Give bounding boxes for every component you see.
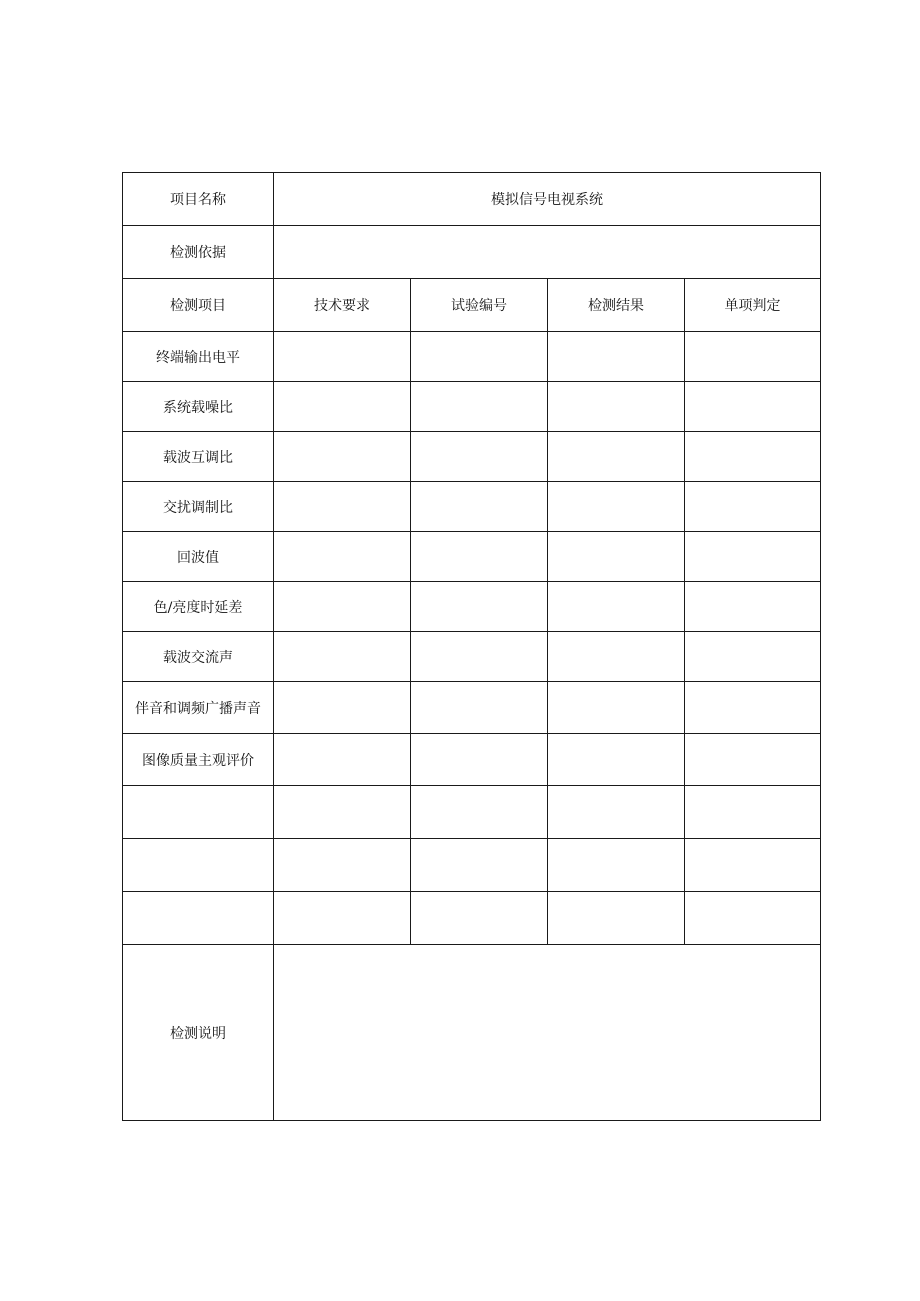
result-cell[interactable] [548,734,685,786]
item-name[interactable] [123,892,274,945]
test-number-cell[interactable] [411,786,548,839]
requirement-cell[interactable] [274,786,411,839]
table-row [123,382,821,432]
test-number-cell[interactable] [411,682,548,734]
item-name: 交扰调制比 [123,482,274,532]
item-name: 色/亮度时延差 [123,582,274,632]
result-cell[interactable] [548,786,685,839]
header-row [123,279,821,332]
test-number-cell[interactable] [411,839,548,892]
requirement-cell[interactable] [274,482,411,532]
judgement-cell[interactable] [685,839,821,892]
item-name: 系统载噪比 [123,382,274,432]
table-row [123,482,821,532]
test-number-cell[interactable] [411,432,548,482]
requirement-cell[interactable] [274,382,411,432]
table-row [123,839,821,892]
notes-label: 检测说明 [123,945,274,1121]
result-cell[interactable] [548,432,685,482]
judgement-cell[interactable] [685,582,821,632]
item-name[interactable] [123,786,274,839]
notes-value[interactable] [274,945,821,1121]
test-number-cell[interactable] [411,382,548,432]
table-row [123,432,821,482]
test-number-cell[interactable] [411,892,548,945]
inspection-form-table [122,172,821,1121]
result-cell[interactable] [548,839,685,892]
result-cell[interactable] [548,632,685,682]
result-cell[interactable] [548,332,685,382]
project-name-value[interactable]: 模拟信号电视系统 [274,173,821,226]
result-cell[interactable] [548,382,685,432]
basis-value[interactable] [274,226,821,279]
requirement-cell[interactable] [274,734,411,786]
test-number-cell[interactable] [411,632,548,682]
table-row [123,332,821,382]
header-judgement: 单项判定 [685,279,821,332]
requirement-cell[interactable] [274,892,411,945]
judgement-cell[interactable] [685,532,821,582]
judgement-cell[interactable] [685,682,821,734]
test-number-cell[interactable] [411,532,548,582]
item-name: 回波值 [123,532,274,582]
judgement-cell[interactable] [685,892,821,945]
project-name-label: 项目名称 [123,173,274,226]
item-name[interactable] [123,839,274,892]
judgement-cell[interactable] [685,482,821,532]
item-name: 伴音和调频广播声音 [123,682,274,734]
judgement-cell[interactable] [685,382,821,432]
requirement-cell[interactable] [274,839,411,892]
header-requirement: 技术要求 [274,279,411,332]
item-name: 载波互调比 [123,432,274,482]
table-row [123,682,821,734]
test-number-cell[interactable] [411,734,548,786]
requirement-cell[interactable] [274,332,411,382]
table-row [123,532,821,582]
result-cell[interactable] [548,532,685,582]
header-test-number: 试验编号 [411,279,548,332]
result-cell[interactable] [548,682,685,734]
requirement-cell[interactable] [274,532,411,582]
result-cell[interactable] [548,482,685,532]
table-row [123,734,821,786]
table-row [123,582,821,632]
test-number-cell[interactable] [411,332,548,382]
requirement-cell[interactable] [274,582,411,632]
requirement-cell[interactable] [274,432,411,482]
judgement-cell[interactable] [685,786,821,839]
item-name: 图像质量主观评价 [123,734,274,786]
basis-row [123,226,821,279]
result-cell[interactable] [548,892,685,945]
header-item: 检测项目 [123,279,274,332]
notes-row [123,945,821,1121]
result-cell[interactable] [548,582,685,632]
table-row [123,892,821,945]
test-number-cell[interactable] [411,482,548,532]
judgement-cell[interactable] [685,432,821,482]
header-result: 检测结果 [548,279,685,332]
project-name-row [123,173,821,226]
requirement-cell[interactable] [274,632,411,682]
test-number-cell[interactable] [411,582,548,632]
judgement-cell[interactable] [685,734,821,786]
judgement-cell[interactable] [685,332,821,382]
requirement-cell[interactable] [274,682,411,734]
judgement-cell[interactable] [685,632,821,682]
item-name: 载波交流声 [123,632,274,682]
table-row [123,632,821,682]
table-row [123,786,821,839]
basis-label: 检测依据 [123,226,274,279]
item-name: 终端输出电平 [123,332,274,382]
